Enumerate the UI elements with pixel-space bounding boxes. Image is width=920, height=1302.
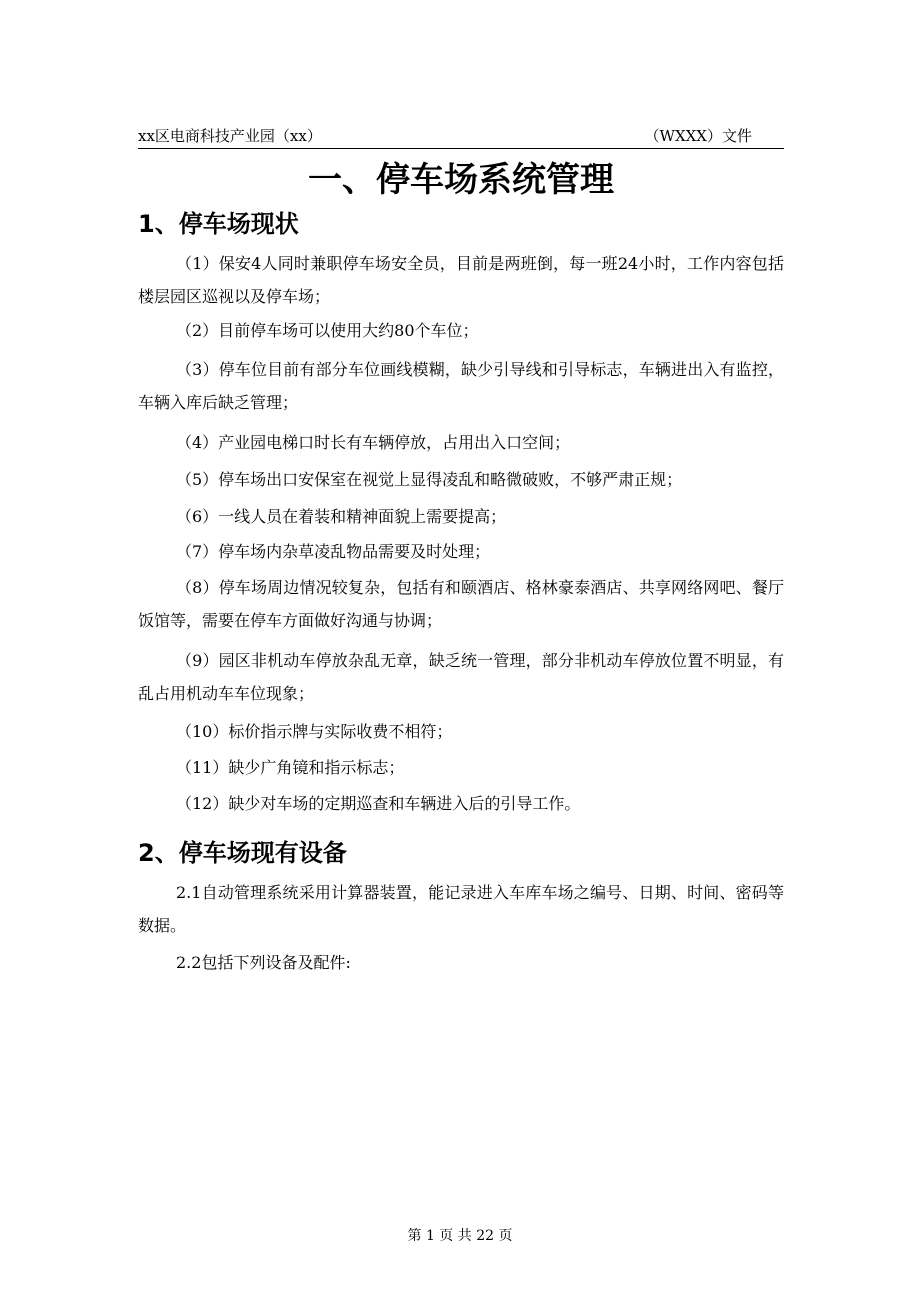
section-heading-equipment: 2、停车场现有设备	[138, 839, 347, 867]
page-header	[138, 126, 784, 149]
list-item: 2.2包括下列设备及配件:	[176, 953, 351, 972]
page-number: 第 1 页 共 22 页	[407, 1228, 513, 1244]
list-item: （7）停车场内杂草凌乱物品需要及时处理；	[176, 542, 491, 561]
section-heading-current-status: 1、停车场现状	[138, 210, 299, 238]
list-item: （2）目前停车场可以使用大约80个车位；	[176, 321, 479, 340]
list-item: （6）一线人员在着装和精神面貌上需要提高；	[176, 507, 507, 526]
header-doc-code: （WXXX）文件	[644, 127, 752, 145]
page-title: 一、停车场系统管理	[308, 160, 614, 200]
list-item: （3）停车位目前有部分车位画线模糊，缺少引导线和引导标志，车辆进出入有监控，车辆入库后缺乏管理；	[138, 360, 784, 412]
list-item: （1）保安4人同时兼职停车场安全员，目前是两班倒，每一班24小时，工作内容包括楼层园区巡视以及停车场；	[138, 254, 784, 306]
list-item: （9）园区非机动车停放杂乱无章，缺乏统一管理，部分非机动车停放位置不明显，有乱占用机动车车位现象；	[138, 651, 784, 703]
list-item: 2.1自动管理系统采用计算器装置，能记录进入车库车场之编号、日期、时间、密码等数据。	[138, 883, 784, 935]
header-org-name: xx区电商科技产业园（xx）	[138, 127, 322, 145]
list-item: （4）产业园电梯口时长有车辆停放，占用出入口空间；	[176, 433, 571, 452]
list-item: （8）停车场周边情况较复杂，包括有和颐酒店、格林豪泰酒店、共享网络网吧、餐厅饭馆等，需要在停车方面做好沟通与协调；	[138, 578, 784, 630]
list-item: （10）标价指示牌与实际收费不相符；	[176, 722, 453, 741]
list-item: （12）缺少对车场的定期巡查和车辆进入后的引导工作。	[176, 794, 581, 813]
list-item: （11）缺少广角镜和指示标志；	[176, 758, 405, 777]
list-item: （5）停车场出口安保室在视觉上显得凌乱和略微破败，不够严肃正规；	[176, 470, 683, 489]
